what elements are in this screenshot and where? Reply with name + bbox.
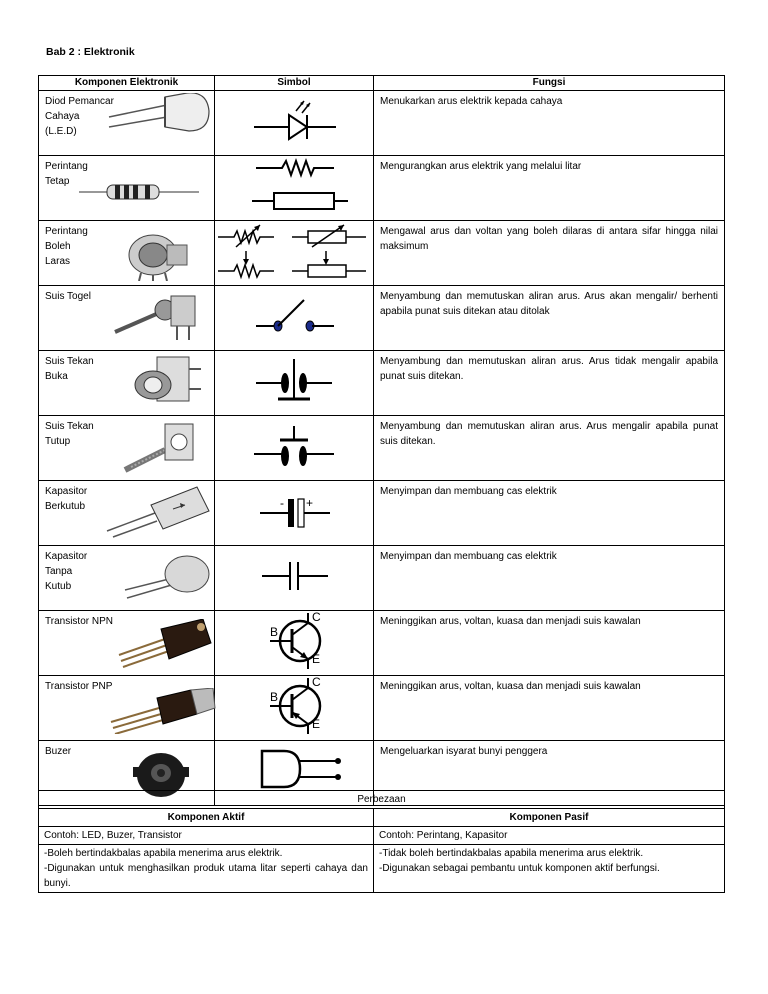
example-passive: Contoh: Perintang, Kapasitor: [374, 827, 725, 845]
table-row: [39, 676, 725, 741]
component-function: Mengurangkan arus elektrik yang melalui litar: [374, 156, 725, 221]
table-row: [39, 481, 725, 546]
base-label: B: [270, 690, 279, 704]
passive-point: -Tidak boleh bertindakbalas apabila menerima arus elektrik.: [379, 848, 644, 859]
led-photo-icon: [107, 93, 211, 149]
component-function: Meninggikan arus, voltan, kuasa dan menjadi suis kawalan: [374, 611, 725, 676]
led-symbol-icon: [234, 91, 354, 151]
push-button-photo-icon: [127, 355, 207, 411]
chapter-title: Bab 2 : Elektronik: [46, 46, 135, 58]
table-row: [39, 611, 725, 676]
base-label: B: [270, 625, 279, 639]
component-name: Suis Tekan Buka: [45, 356, 94, 382]
header-function: Fungsi: [374, 76, 725, 91]
nonpolar-capacitor-symbol-icon: [234, 546, 354, 606]
difference-title: Perbezaan: [39, 791, 725, 809]
component-function: Menyimpan dan membuang cas elektrik: [374, 481, 725, 546]
component-name: Perintang Boleh Laras: [45, 226, 88, 267]
component-name: Kapasitor Tanpa Kutub: [45, 551, 88, 592]
push-close-switch-symbol-icon: [234, 416, 354, 476]
pnp-transistor-photo-icon: [107, 688, 217, 734]
npn-transistor-photo-icon: [115, 619, 215, 669]
component-name: Diod Pemancar Cahaya (L.E.D): [45, 96, 114, 137]
component-name: Kapasitor Berkutub: [45, 486, 88, 512]
minus-label: -: [280, 496, 284, 510]
table-row: [39, 91, 725, 156]
npn-transistor-symbol-icon: [234, 611, 354, 671]
header-active: Komponen Aktif: [39, 809, 374, 827]
component-name: Transistor PNP: [45, 681, 113, 692]
pnp-transistor-symbol-icon: [234, 676, 354, 736]
table-row: [39, 221, 725, 286]
component-function: Mengawal arus dan voltan yang boleh dilaras di antara sifar hingga nilai maksimum: [374, 221, 725, 286]
ceramic-capacitor-photo-icon: [123, 552, 213, 604]
component-function: Menyambung dan memutuskan aliran arus. Arus akan mengalir/ berhenti apabila punat suis ditekan atau ditolak: [374, 286, 725, 351]
component-function: Mengeluarkan isyarat bunyi penggera: [374, 741, 725, 806]
push-open-switch-symbol-icon: [234, 351, 354, 411]
table-row: [39, 156, 725, 221]
components-table: [38, 75, 725, 806]
header-passive: Komponen Pasif: [374, 809, 725, 827]
fixed-resistor-symbol-icon: [234, 156, 354, 216]
example-active: Contoh: LED, Buzer, Transistor: [39, 827, 374, 845]
active-point: -Boleh bertindakbalas apabila menerima arus elektrik.: [44, 848, 283, 859]
component-function: Meninggikan arus, voltan, kuasa dan menjadi suis kawalan: [374, 676, 725, 741]
component-name: Transistor NPN: [45, 616, 113, 627]
header-component: Komponen Elektronik: [39, 76, 215, 91]
emitter-label: E: [312, 717, 321, 731]
table-row: [39, 286, 725, 351]
active-point: -Digunakan untuk menghasilkan produk utama litar seperti cahaya dan bunyi.: [44, 863, 368, 889]
toggle-switch-photo-icon: [113, 292, 203, 344]
variable-resistor-symbol-icon: [216, 221, 372, 281]
component-name: Suis Tekan Tutup: [45, 421, 94, 447]
push-switch-photo-icon: [121, 420, 211, 476]
emitter-label: E: [312, 652, 321, 666]
passive-point: -Digunakan sebagai pembantu untuk komponen aktif berfungsi.: [379, 863, 660, 874]
toggle-switch-symbol-icon: [234, 286, 354, 346]
header-symbol: Simbol: [215, 76, 374, 91]
component-function: Menyambung dan memutuskan aliran arus. Arus mengalir apabila punat suis ditekan.: [374, 416, 725, 481]
resistor-photo-icon: [79, 182, 199, 202]
table-row: [39, 351, 725, 416]
electrolytic-capacitor-photo-icon: [105, 483, 211, 539]
collector-label: C: [312, 676, 321, 689]
difference-table: [38, 790, 725, 893]
plus-label: +: [306, 496, 314, 510]
potentiometer-photo-icon: [121, 227, 191, 281]
polar-capacitor-symbol-icon: [234, 481, 354, 541]
component-name: Suis Togel: [45, 291, 91, 302]
table-row: [39, 546, 725, 611]
collector-label: C: [312, 611, 321, 624]
component-function: Menukarkan arus elektrik kepada cahaya: [374, 91, 725, 156]
component-function: Menyimpan dan membuang cas elektrik: [374, 546, 725, 611]
component-name: Perintang Tetap: [45, 161, 88, 187]
component-name: Buzer: [45, 746, 72, 757]
component-function: Menyambung dan memutuskan aliran arus. Arus tidak mengalir apabila punat suis ditekan.: [374, 351, 725, 416]
table-header-row: [39, 76, 725, 91]
table-row: [39, 416, 725, 481]
